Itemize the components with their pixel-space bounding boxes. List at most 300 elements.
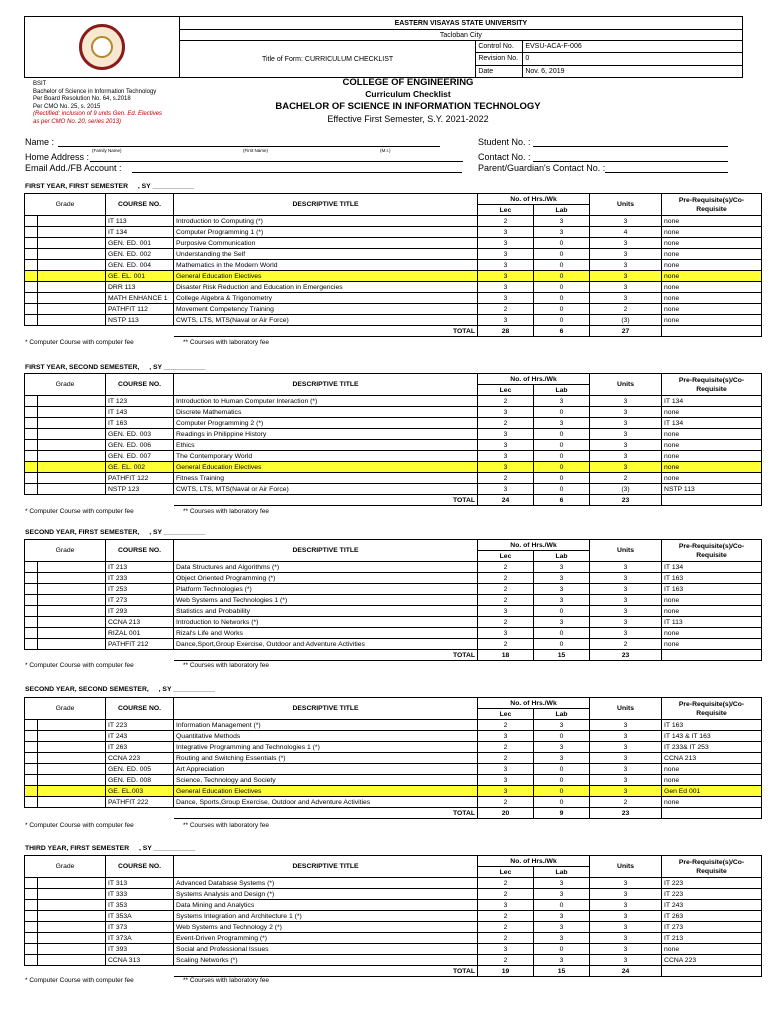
grade-cell[interactable] bbox=[25, 731, 38, 742]
grade-cell[interactable] bbox=[25, 462, 38, 473]
total-prereq-blank bbox=[662, 650, 762, 661]
contact-no-label: Contact No. : bbox=[478, 152, 531, 162]
table-row bbox=[25, 282, 762, 293]
units: 3 bbox=[590, 238, 662, 249]
lec-hours: 3 bbox=[478, 462, 534, 473]
units: 2 bbox=[590, 797, 662, 808]
units-header: Units bbox=[590, 540, 662, 562]
grade-cell[interactable] bbox=[38, 720, 106, 731]
grade-cell[interactable] bbox=[25, 216, 38, 227]
descriptive-title: Fitness Training bbox=[174, 473, 478, 484]
total-lec: 19 bbox=[478, 966, 534, 977]
descriptive-title: Introduction to Computing (*) bbox=[174, 216, 478, 227]
prerequisite: IT 134 bbox=[662, 562, 762, 573]
grade-cell[interactable] bbox=[38, 764, 106, 775]
prerequisite: none bbox=[662, 639, 762, 650]
grade-cell[interactable] bbox=[25, 753, 38, 764]
grade-cell[interactable] bbox=[38, 451, 106, 462]
hours-per-week-header: No. of Hrs./Wk bbox=[478, 194, 590, 205]
grade-cell[interactable] bbox=[38, 922, 106, 933]
name-field[interactable] bbox=[58, 146, 440, 147]
course-no: IT 353 bbox=[106, 900, 174, 911]
units: 3 bbox=[590, 573, 662, 584]
table-row bbox=[25, 216, 762, 227]
total-lab: 6 bbox=[534, 495, 590, 506]
units: (3) bbox=[590, 315, 662, 326]
units: 3 bbox=[590, 628, 662, 639]
lec-hours: 2 bbox=[478, 418, 534, 429]
grade-cell[interactable] bbox=[25, 911, 38, 922]
grade-cell[interactable] bbox=[25, 742, 38, 753]
grade-header: Grade bbox=[25, 194, 106, 216]
total-lec: 28 bbox=[478, 326, 534, 337]
control-no-label: Control No. bbox=[476, 41, 523, 53]
units: 3 bbox=[590, 900, 662, 911]
lec-hours: 3 bbox=[478, 407, 534, 418]
semester-title: FIRST YEAR, SECOND SEMESTER, , SY ___________ bbox=[25, 364, 206, 371]
table-row bbox=[25, 293, 762, 304]
grade-cell[interactable] bbox=[25, 606, 38, 617]
grade-cell[interactable] bbox=[38, 473, 106, 484]
descriptive-title: Systems Analysis and Design (*) bbox=[174, 889, 478, 900]
grade-cell[interactable] bbox=[38, 933, 106, 944]
descriptive-title: Information Management (*) bbox=[174, 720, 478, 731]
program-name: Bachelor of Science in Information Technology bbox=[33, 88, 157, 95]
prerequisite: none bbox=[662, 944, 762, 955]
prerequisite: IT 163 bbox=[662, 573, 762, 584]
university-seal-icon bbox=[79, 24, 125, 70]
grade-cell[interactable] bbox=[38, 731, 106, 742]
descriptive-title: Systems Integration and Architecture 1 (*) bbox=[174, 911, 478, 922]
prerequisite: none bbox=[662, 628, 762, 639]
prerequisite: none bbox=[662, 595, 762, 606]
units: 3 bbox=[590, 584, 662, 595]
prerequisite: none bbox=[662, 249, 762, 260]
prerequisite: IT 143 & IT 163 bbox=[662, 731, 762, 742]
descriptive-title: Disaster Risk Reduction and Education in Emergencies bbox=[174, 282, 478, 293]
grade-cell[interactable] bbox=[38, 282, 106, 293]
header-row bbox=[25, 374, 762, 385]
grade-cell[interactable] bbox=[25, 573, 38, 584]
units: 3 bbox=[590, 742, 662, 753]
lab-hours: 0 bbox=[534, 606, 590, 617]
total-spacer bbox=[25, 495, 174, 506]
prerequisite: IT 223 bbox=[662, 889, 762, 900]
grade-cell[interactable] bbox=[38, 797, 106, 808]
descriptive-title: Object Oriented Programming (*) bbox=[174, 573, 478, 584]
lab-hours: 0 bbox=[534, 271, 590, 282]
grade-cell[interactable] bbox=[25, 922, 38, 933]
lec-hours: 3 bbox=[478, 440, 534, 451]
course-no: IT 393 bbox=[106, 944, 174, 955]
table-row bbox=[25, 606, 762, 617]
grade-cell[interactable] bbox=[38, 617, 106, 628]
descriptive-title: Understanding the Self bbox=[174, 249, 478, 260]
table-row bbox=[25, 315, 762, 326]
total-units: 23 bbox=[590, 495, 662, 506]
units: 3 bbox=[590, 293, 662, 304]
grade-cell[interactable] bbox=[38, 573, 106, 584]
descriptive-title: Dance,Sport,Group Exercise, Outdoor and Adventure Activities bbox=[174, 639, 478, 650]
grade-cell[interactable] bbox=[25, 595, 38, 606]
table-row bbox=[25, 889, 762, 900]
lab-hours: 3 bbox=[534, 617, 590, 628]
grade-cell[interactable] bbox=[25, 238, 38, 249]
lec-hours: 2 bbox=[478, 911, 534, 922]
total-lab: 15 bbox=[534, 650, 590, 661]
grade-cell[interactable] bbox=[38, 227, 106, 238]
email-fb-field[interactable] bbox=[132, 172, 462, 173]
prerequisite: none bbox=[662, 238, 762, 249]
student-no-label: Student No. : bbox=[478, 137, 531, 147]
grade-cell[interactable] bbox=[25, 878, 38, 889]
grade-cell[interactable] bbox=[38, 595, 106, 606]
grade-cell[interactable] bbox=[38, 293, 106, 304]
course-no: IT 143 bbox=[106, 407, 174, 418]
units: 4 bbox=[590, 227, 662, 238]
course-no: IT 373 bbox=[106, 922, 174, 933]
course-no: IT 353A bbox=[106, 911, 174, 922]
table-row bbox=[25, 484, 762, 495]
header-row bbox=[25, 194, 762, 205]
grade-cell[interactable] bbox=[38, 304, 106, 315]
student-no-field[interactable] bbox=[533, 146, 728, 147]
prerequisite: none bbox=[662, 227, 762, 238]
rectified-note-2: as per CMO No. 20, series 2013) bbox=[33, 118, 122, 125]
lec-hours: 2 bbox=[478, 933, 534, 944]
course-no: GE. EL. 002 bbox=[106, 462, 174, 473]
prerequisite-header: Pre-Requisite(s)/Co-Requisite bbox=[662, 540, 762, 562]
table-row bbox=[25, 944, 762, 955]
header-row bbox=[25, 856, 762, 867]
grade-cell[interactable] bbox=[25, 418, 38, 429]
total-lec: 18 bbox=[478, 650, 534, 661]
course-no-header: COURSE NO. bbox=[106, 374, 174, 396]
table-row bbox=[25, 595, 762, 606]
grade-cell[interactable] bbox=[38, 900, 106, 911]
grade-cell[interactable] bbox=[38, 878, 106, 889]
grade-cell[interactable] bbox=[38, 786, 106, 797]
prerequisite: IT 163 bbox=[662, 584, 762, 595]
prerequisite: CCNA 223 bbox=[662, 955, 762, 966]
table-row bbox=[25, 238, 762, 249]
lab-fee-note: ** Courses with laboratory fee bbox=[183, 508, 269, 515]
school-year-blank: , SY ___________ bbox=[135, 183, 195, 190]
curriculum-table bbox=[24, 193, 762, 337]
grade-cell[interactable] bbox=[25, 304, 38, 315]
grade-cell[interactable] bbox=[25, 451, 38, 462]
course-no: IT 293 bbox=[106, 606, 174, 617]
descriptive-title-header: DESCRIPTIVE TITLE bbox=[174, 698, 478, 720]
form-title: Title of Form: CURRICULUM CHECKLIST bbox=[179, 41, 476, 78]
course-no: PATHFIT 112 bbox=[106, 304, 174, 315]
table-row bbox=[25, 562, 762, 573]
grade-cell[interactable] bbox=[25, 584, 38, 595]
units: 3 bbox=[590, 775, 662, 786]
grade-cell[interactable] bbox=[38, 955, 106, 966]
total-spacer bbox=[25, 808, 174, 819]
units: 3 bbox=[590, 249, 662, 260]
prerequisite: IT 163 bbox=[662, 720, 762, 731]
course-no: NSTP 113 bbox=[106, 315, 174, 326]
lec-hours: 2 bbox=[478, 473, 534, 484]
lab-hours: 0 bbox=[534, 440, 590, 451]
total-lab: 9 bbox=[534, 808, 590, 819]
grade-cell[interactable] bbox=[38, 440, 106, 451]
grade-cell[interactable] bbox=[38, 249, 106, 260]
course-no: CCNA 313 bbox=[106, 955, 174, 966]
grade-cell[interactable] bbox=[25, 562, 38, 573]
lab-hours: 0 bbox=[534, 407, 590, 418]
course-no: GEN. ED. 001 bbox=[106, 238, 174, 249]
course-no: GEN. ED. 006 bbox=[106, 440, 174, 451]
units: 3 bbox=[590, 562, 662, 573]
descriptive-title: Statistics and Probability bbox=[174, 606, 478, 617]
grade-cell[interactable] bbox=[38, 260, 106, 271]
prerequisite: none bbox=[662, 473, 762, 484]
computer-fee-note: * Computer Course with computer fee bbox=[25, 508, 134, 515]
lec-hours: 2 bbox=[478, 216, 534, 227]
lab-hours: 0 bbox=[534, 628, 590, 639]
lec-header: Lec bbox=[478, 551, 534, 562]
grade-cell[interactable] bbox=[25, 249, 38, 260]
lab-hours: 3 bbox=[534, 955, 590, 966]
total-lec: 20 bbox=[478, 808, 534, 819]
table-row bbox=[25, 440, 762, 451]
grade-cell[interactable] bbox=[25, 764, 38, 775]
course-no: PATHFIT 222 bbox=[106, 797, 174, 808]
course-no-header: COURSE NO. bbox=[106, 856, 174, 878]
units: 3 bbox=[590, 878, 662, 889]
lec-hours: 2 bbox=[478, 595, 534, 606]
grade-cell[interactable] bbox=[25, 315, 38, 326]
prerequisite: IT 223 bbox=[662, 878, 762, 889]
lec-hours: 2 bbox=[478, 396, 534, 407]
prerequisite: IT 134 bbox=[662, 396, 762, 407]
table-row bbox=[25, 260, 762, 271]
lec-hours: 3 bbox=[478, 238, 534, 249]
units: 3 bbox=[590, 764, 662, 775]
university-seal-cell bbox=[25, 17, 180, 78]
course-no: IT 163 bbox=[106, 418, 174, 429]
course-no-header: COURSE NO. bbox=[106, 698, 174, 720]
total-prereq-blank bbox=[662, 495, 762, 506]
lab-hours: 0 bbox=[534, 451, 590, 462]
mi-caption: (M.I.) bbox=[380, 148, 391, 153]
lab-hours: 0 bbox=[534, 473, 590, 484]
descriptive-title: Web Systems and Technology 2 (*) bbox=[174, 922, 478, 933]
grade-cell[interactable] bbox=[38, 775, 106, 786]
grade-cell[interactable] bbox=[38, 238, 106, 249]
prerequisite: none bbox=[662, 440, 762, 451]
prerequisite: none bbox=[662, 216, 762, 227]
home-address-field[interactable] bbox=[90, 161, 463, 162]
grade-cell[interactable] bbox=[25, 260, 38, 271]
board-resolution: Per Board Resolution No. 64, s.2018 bbox=[33, 96, 131, 102]
lec-hours: 3 bbox=[478, 731, 534, 742]
curriculum-table bbox=[24, 373, 762, 506]
table-row bbox=[25, 617, 762, 628]
grade-cell[interactable] bbox=[38, 584, 106, 595]
descriptive-title: Event-Driven Programming (*) bbox=[174, 933, 478, 944]
grade-cell[interactable] bbox=[25, 396, 38, 407]
grade-cell[interactable] bbox=[38, 639, 106, 650]
units: 3 bbox=[590, 889, 662, 900]
lec-hours: 2 bbox=[478, 617, 534, 628]
grade-cell[interactable] bbox=[25, 407, 38, 418]
lab-hours: 3 bbox=[534, 720, 590, 731]
units: 3 bbox=[590, 462, 662, 473]
course-no: GE. EL. 001 bbox=[106, 271, 174, 282]
table-row bbox=[25, 742, 762, 753]
grade-cell[interactable] bbox=[25, 900, 38, 911]
table-row bbox=[25, 775, 762, 786]
lec-hours: 3 bbox=[478, 271, 534, 282]
grade-cell[interactable] bbox=[38, 271, 106, 282]
lec-header: Lec bbox=[478, 205, 534, 216]
grade-cell[interactable] bbox=[38, 562, 106, 573]
lab-hours: 3 bbox=[534, 595, 590, 606]
prerequisite-header: Pre-Requisite(s)/Co-Requisite bbox=[662, 856, 762, 878]
total-row bbox=[25, 495, 762, 506]
hours-per-week-header: No. of Hrs./Wk bbox=[478, 856, 590, 867]
table-row bbox=[25, 396, 762, 407]
course-no: IT 313 bbox=[106, 878, 174, 889]
grade-cell[interactable] bbox=[25, 797, 38, 808]
prerequisite: IT 213 bbox=[662, 933, 762, 944]
email-fb-label: Email Add./FB Account : bbox=[25, 163, 122, 173]
grade-cell[interactable] bbox=[38, 944, 106, 955]
lab-hours: 3 bbox=[534, 742, 590, 753]
total-units: 23 bbox=[590, 650, 662, 661]
table-row bbox=[25, 955, 762, 966]
lab-hours: 3 bbox=[534, 562, 590, 573]
grade-cell[interactable] bbox=[38, 753, 106, 764]
grade-cell[interactable] bbox=[38, 315, 106, 326]
revision-no-value: 0 bbox=[523, 53, 743, 65]
table-row bbox=[25, 227, 762, 238]
grade-cell[interactable] bbox=[25, 282, 38, 293]
grade-cell[interactable] bbox=[38, 216, 106, 227]
lab-fee-note: ** Courses with laboratory fee bbox=[183, 662, 269, 669]
hours-per-week-header: No. of Hrs./Wk bbox=[478, 374, 590, 385]
course-no: GEN. ED. 002 bbox=[106, 249, 174, 260]
units: 3 bbox=[590, 260, 662, 271]
grade-cell[interactable] bbox=[25, 628, 38, 639]
lab-hours: 3 bbox=[534, 922, 590, 933]
table-row bbox=[25, 584, 762, 595]
total-lab: 15 bbox=[534, 966, 590, 977]
contact-no-field[interactable] bbox=[533, 161, 728, 162]
lec-hours: 3 bbox=[478, 249, 534, 260]
grade-cell[interactable] bbox=[25, 955, 38, 966]
grade-cell[interactable] bbox=[25, 786, 38, 797]
lec-hours: 2 bbox=[478, 753, 534, 764]
lab-hours: 0 bbox=[534, 462, 590, 473]
table-row bbox=[25, 731, 762, 742]
grade-cell[interactable] bbox=[38, 396, 106, 407]
lec-hours: 3 bbox=[478, 429, 534, 440]
grade-cell[interactable] bbox=[25, 639, 38, 650]
prerequisite: none bbox=[662, 293, 762, 304]
total-units: 24 bbox=[590, 966, 662, 977]
units: 3 bbox=[590, 451, 662, 462]
grade-cell[interactable] bbox=[25, 720, 38, 731]
semester-title: SECOND YEAR, FIRST SEMESTER, , SY ___________ bbox=[25, 529, 206, 536]
grade-cell[interactable] bbox=[38, 889, 106, 900]
grade-cell[interactable] bbox=[25, 473, 38, 484]
lec-header: Lec bbox=[478, 709, 534, 720]
descriptive-title: Computer Programming 1 (*) bbox=[174, 227, 478, 238]
lec-hours: 2 bbox=[478, 720, 534, 731]
course-no: IT 243 bbox=[106, 731, 174, 742]
total-label: TOTAL bbox=[174, 650, 478, 661]
grade-cell[interactable] bbox=[25, 775, 38, 786]
grade-cell[interactable] bbox=[38, 429, 106, 440]
curriculum-table bbox=[24, 855, 762, 977]
lab-header: Lab bbox=[534, 709, 590, 720]
lec-hours: 2 bbox=[478, 573, 534, 584]
units-header: Units bbox=[590, 374, 662, 396]
grade-cell[interactable] bbox=[25, 933, 38, 944]
units: 3 bbox=[590, 720, 662, 731]
grade-cell[interactable] bbox=[25, 484, 38, 495]
guardian-contact-label: Parent/Guardian's Contact No. : bbox=[478, 163, 606, 173]
descriptive-title: Platform Technologies (*) bbox=[174, 584, 478, 595]
prerequisite: none bbox=[662, 271, 762, 282]
table-row bbox=[25, 249, 762, 260]
grade-cell[interactable] bbox=[25, 293, 38, 304]
grade-cell[interactable] bbox=[38, 628, 106, 639]
total-spacer bbox=[25, 326, 174, 337]
grade-cell[interactable] bbox=[38, 407, 106, 418]
units: 2 bbox=[590, 639, 662, 650]
grade-cell[interactable] bbox=[25, 440, 38, 451]
course-no: GEN. ED. 008 bbox=[106, 775, 174, 786]
grade-cell[interactable] bbox=[25, 271, 38, 282]
grade-cell[interactable] bbox=[25, 429, 38, 440]
grade-cell[interactable] bbox=[25, 889, 38, 900]
grade-cell[interactable] bbox=[38, 606, 106, 617]
grade-cell[interactable] bbox=[38, 911, 106, 922]
descriptive-title: Quantitative Methods bbox=[174, 731, 478, 742]
prerequisite: IT 263 bbox=[662, 911, 762, 922]
lec-hours: 3 bbox=[478, 293, 534, 304]
lab-hours: 0 bbox=[534, 282, 590, 293]
lab-hours: 3 bbox=[534, 753, 590, 764]
grade-cell[interactable] bbox=[38, 462, 106, 473]
total-units: 23 bbox=[590, 808, 662, 819]
grade-cell[interactable] bbox=[25, 227, 38, 238]
guardian-contact-field[interactable] bbox=[605, 172, 728, 173]
descriptive-title-header: DESCRIPTIVE TITLE bbox=[174, 374, 478, 396]
prerequisite: none bbox=[662, 764, 762, 775]
grade-cell[interactable] bbox=[38, 418, 106, 429]
semester-title: SECOND YEAR, SECOND SEMESTER, , SY ___________ bbox=[25, 686, 215, 693]
grade-cell[interactable] bbox=[38, 742, 106, 753]
course-no-header: COURSE NO. bbox=[106, 194, 174, 216]
course-no: RIZAL 001 bbox=[106, 628, 174, 639]
lec-hours: 2 bbox=[478, 562, 534, 573]
grade-cell[interactable] bbox=[38, 484, 106, 495]
descriptive-title: Introduction to Human Computer Interaction (*) bbox=[174, 396, 478, 407]
units: 3 bbox=[590, 911, 662, 922]
table-row bbox=[25, 911, 762, 922]
lab-hours: 3 bbox=[534, 573, 590, 584]
grade-cell[interactable] bbox=[25, 944, 38, 955]
grade-cell[interactable] bbox=[25, 617, 38, 628]
effective-term: Effective First Semester, S.Y. 2021-2022 bbox=[327, 114, 489, 124]
